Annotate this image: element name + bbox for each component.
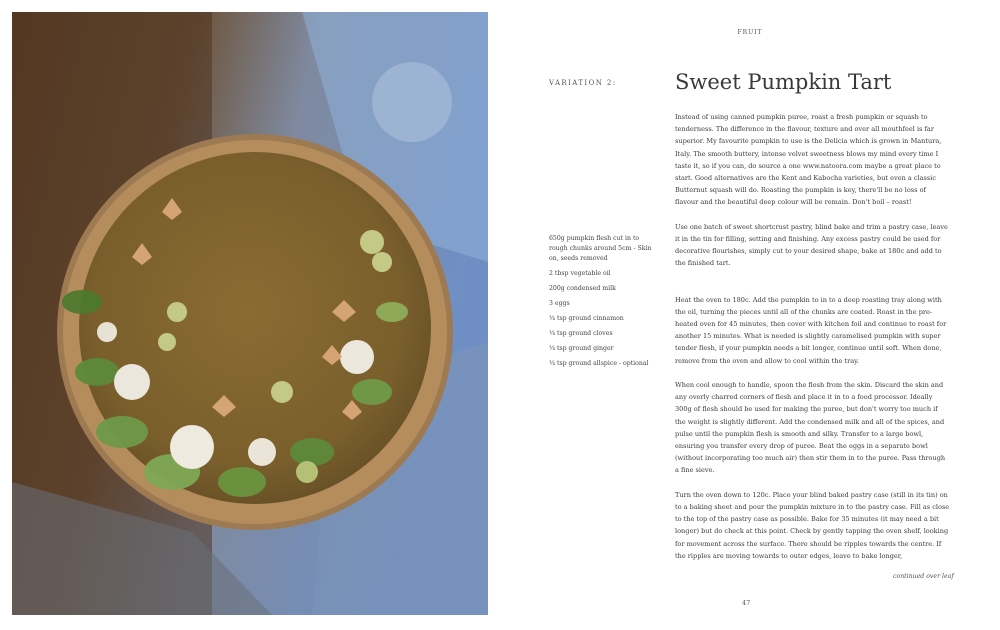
ingredient-item: ¼ tsp ground ginger xyxy=(549,345,614,352)
ingredient-item: 650g pumpkin flesh cut in to rough chunks around 5cm - Skin on, seeds removed xyxy=(549,235,652,262)
pumpkin-tart-photo xyxy=(12,12,488,615)
section-header: FRUIT xyxy=(737,29,763,36)
variation-label: VARIATION 2: xyxy=(549,79,617,87)
ingredient-item: 2 tbsp vegetable oil xyxy=(549,270,611,277)
recipe-title: Sweet Pumpkin Tart xyxy=(675,70,892,94)
ingredient-item: ¼ tsp ground allspice - optional xyxy=(549,360,649,367)
continued-note: continued over leaf xyxy=(893,573,954,580)
method-paragraph: Turn the oven down to 120c. Place your blind baked pastry case (still in its tin) on to a baking sheet and pour the pumpkin mixture in to the pastry case. Fill as close to the top of the pastry case as possible. Bake for 35 minutes (it may need a bit longer) but do check at this point. Check by gently tapping the oven shelf, looking for movement across the surface. There should be ripples towards the centre. If the ripples are moving towards to outer edges, leave to bake longer, xyxy=(675,490,950,560)
page-number: 47 xyxy=(742,599,751,607)
method-paragraph: Use one batch of sweet shortcrust pastry, blind bake and trim a pastry case, leave it in the tin for filling, setting and finishing. Any excess pastry could be used for decorative flourishes, simply cut to your desired shape, bake at 180c and add to the finished tart. xyxy=(675,222,948,268)
ingredient-item: ¼ tsp ground cinnamon xyxy=(549,315,624,322)
intro-paragraph: Instead of using canned pumpkin puree, roast a fresh pumpkin or squash to tenderness. The difference in the flavour, texture and over all mouthfeel is far superior. My favourite pumpkin to use is the Delicia which is grown in Mantura, Italy. The smooth buttery, intense velvet sweetness blows my mind every time I taste it, so if you can, do source a one www.natoora.com maybe a great place to start. Good alternatives are the Kent and Kabocha varieties, but even a classic Butternut squash will do. Roasting the pumpkin is key, there'll be no loss of flavour and the beautiful deep colour will be remain. Don't boil – roast! xyxy=(675,113,942,207)
ingredient-item: ¼ tsp ground cloves xyxy=(549,330,613,337)
ingredient-item: 200g condensed milk xyxy=(549,285,616,292)
method-paragraph: Heat the oven to 180c. Add the pumpkin to in to a deep roasting tray along with the oil, turning the pieces until all of the chunks are coated. Roast in the pre-heated oven for 45 minutes, then cover with kitchen foil and continue to roast for another 15 minutes. What is needed is slightly caramelised pumpkin with super tender flesh, if your pumpkin needs a bit longer, continue until soft. When done, remove from the oven and allow to cool within the tray. xyxy=(675,295,947,365)
ingredient-list xyxy=(549,234,654,374)
ingredient-item: 3 eggs xyxy=(549,300,570,307)
method-paragraph: When cool enough to handle, spoon the flesh from the skin. Discard the skin and any overly charred corners of flesh and place it in to a food processor. Ideally 300g of flesh should be used for making the puree, but don't worry too much if the weight is slightly different. Add the condensed milk and all of the spices, and pulse until the pumpkin flesh is smooth and silky. Transfer to a large bowl, ensuring you transfer every drop of puree. Beat the eggs in a separate bowl (without incorporating too much air) then stir them in to the puree. Pass through a fine sieve. xyxy=(675,381,946,475)
method-text xyxy=(675,111,950,574)
